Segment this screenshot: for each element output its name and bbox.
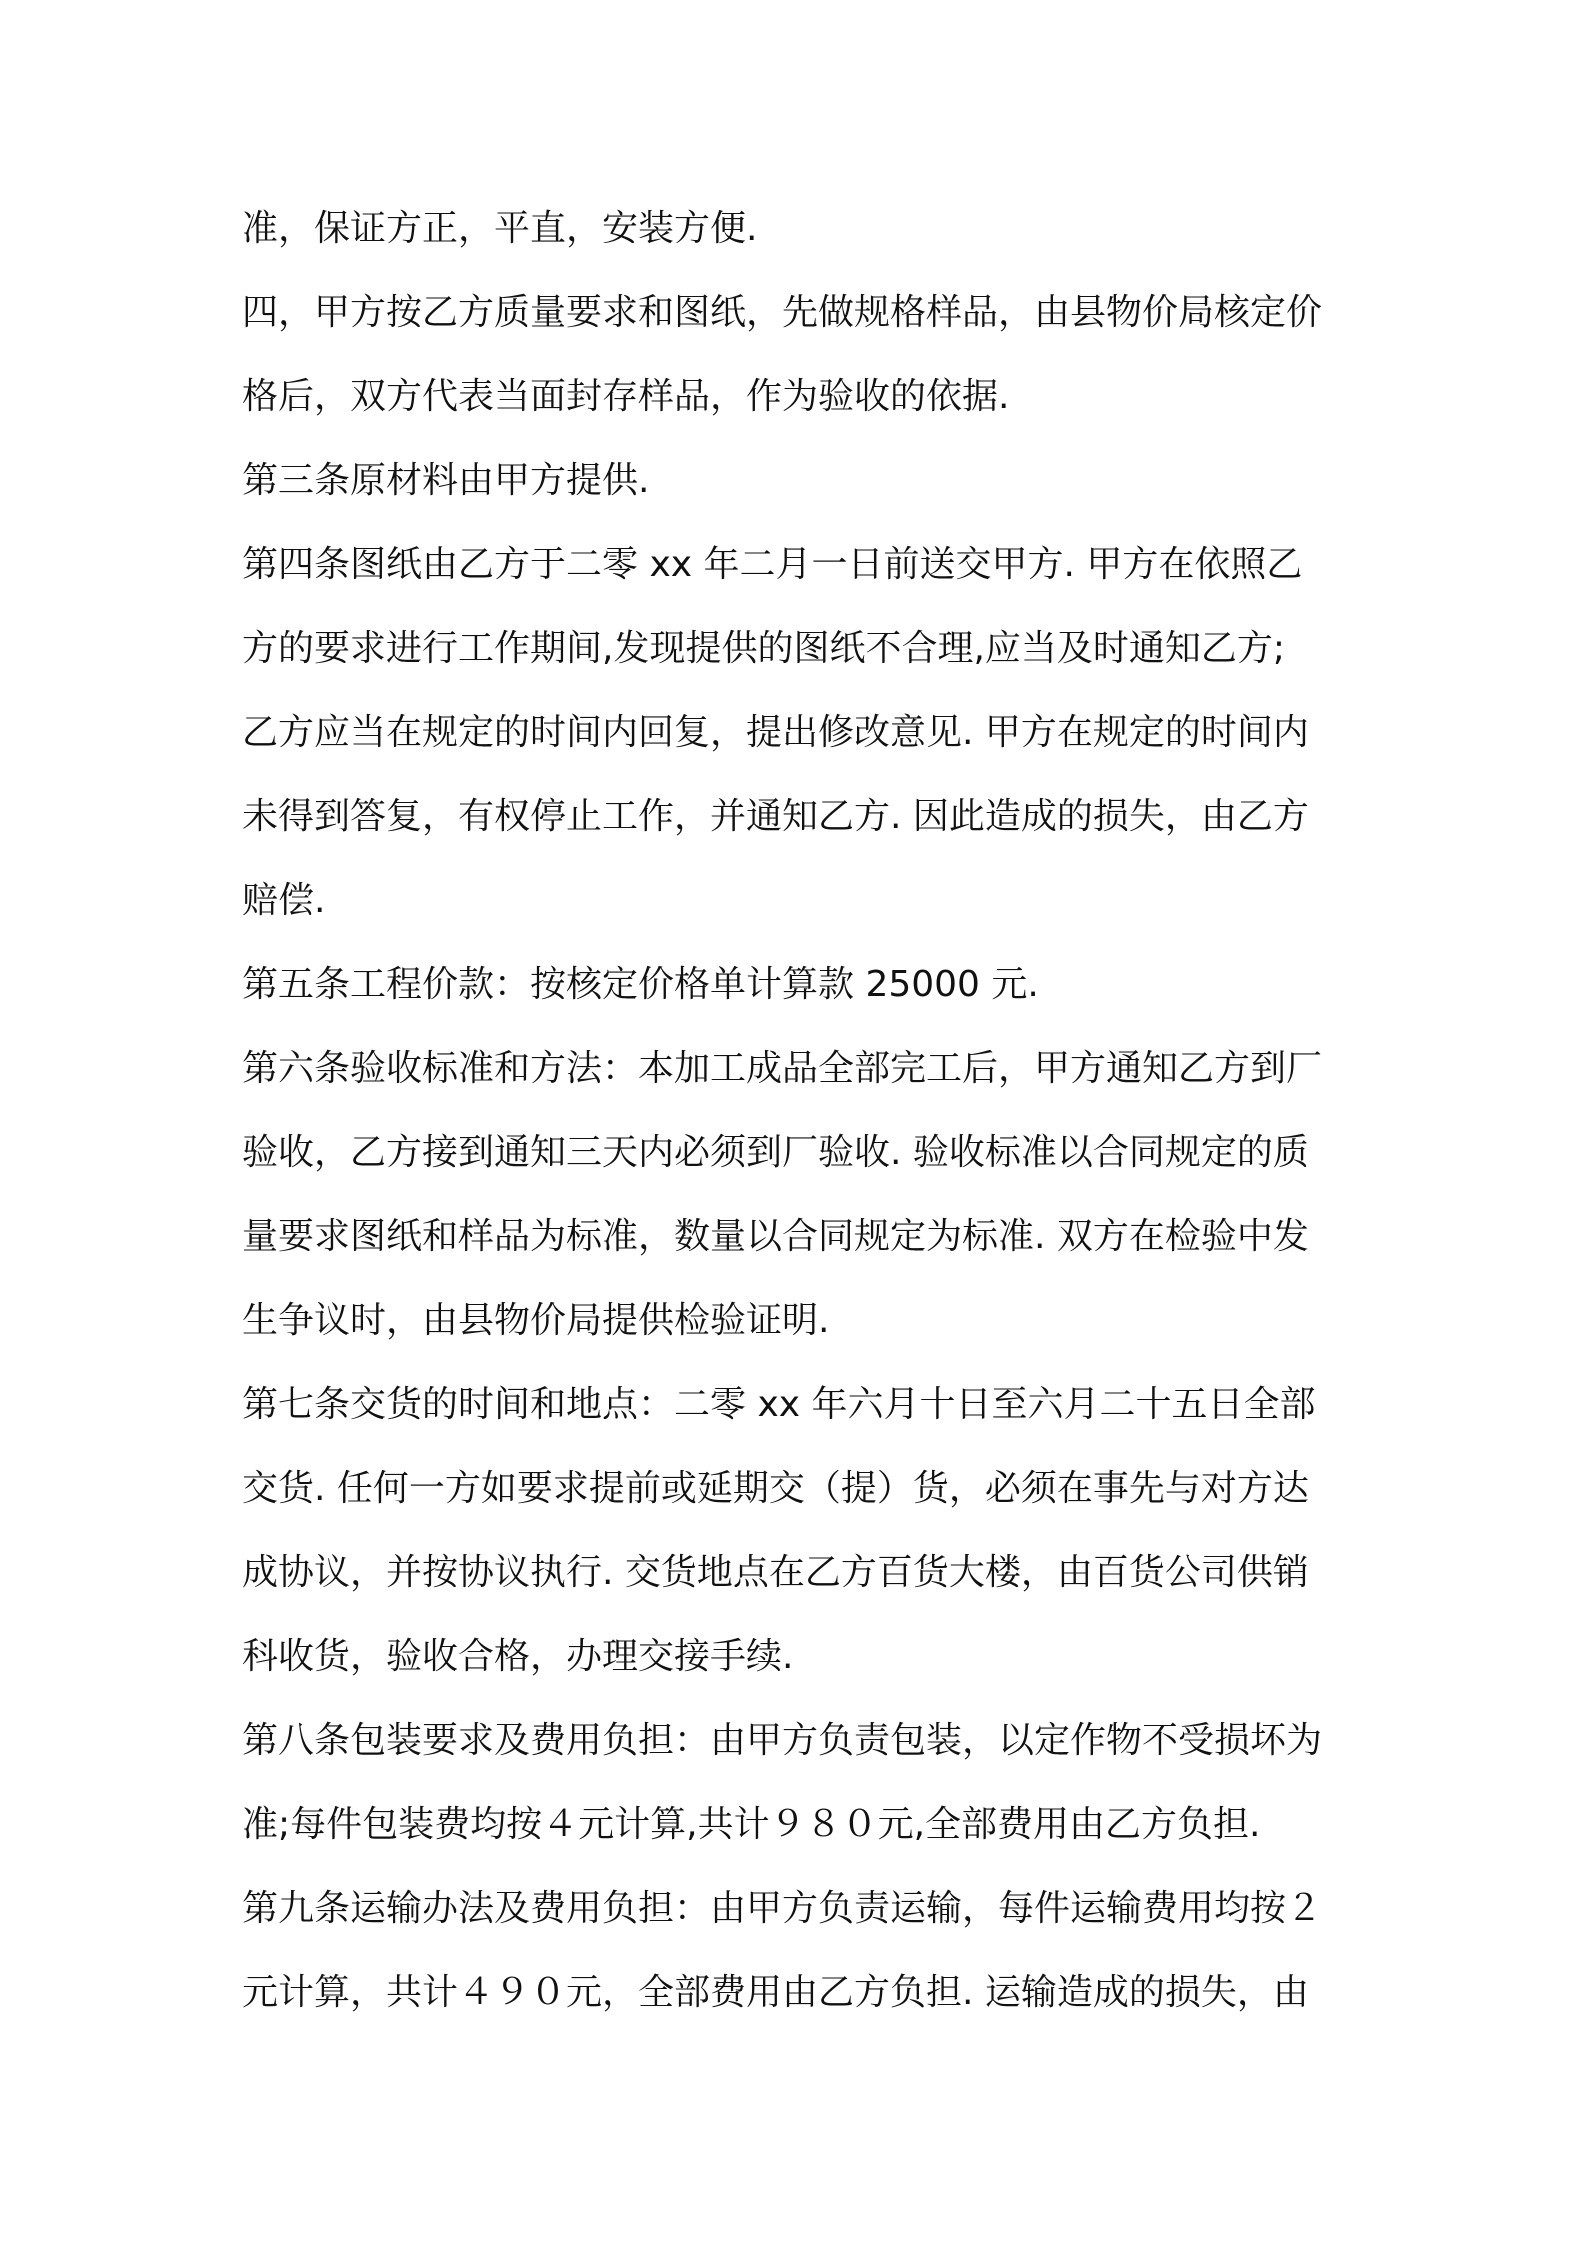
text-line: 第四条图纸由乙方于二零 xx 年二月一日前送交甲方. 甲方在依照乙 xyxy=(242,544,1303,585)
text-line: 第九条运输办法及费用负担：由甲方负责运输，每件运输费用均按２ xyxy=(242,1888,1323,1929)
text-line: 准，保证方正，平直，安装方便. xyxy=(242,208,758,249)
text-line: 第三条原材料由甲方提供. xyxy=(242,460,650,501)
text-line: 第五条工程价款：按核定价格单计算款 25000 元. xyxy=(242,964,1039,1005)
text-line: 成协议，并按协议执行. 交货地点在乙方百货大楼，由百货公司供销 xyxy=(242,1552,1309,1593)
text-line: 格后，双方代表当面封存样品，作为验收的依据. xyxy=(242,376,1010,417)
text-line: 交货. 任何一方如要求提前或延期交（提）货，必须在事先与对方达 xyxy=(242,1468,1309,1509)
text-line: 科收货，验收合格，办理交接手续. xyxy=(242,1636,794,1677)
text-line: 四，甲方按乙方质量要求和图纸，先做规格样品，由县物价局核定价 xyxy=(242,292,1323,333)
text-line: 第八条包装要求及费用负担：由甲方负责包装，以定作物不受损坏为 xyxy=(242,1720,1323,1761)
text-line: 第六条验收标准和方法：本加工成品全部完工后，甲方通知乙方到厂 xyxy=(242,1048,1323,1089)
text-line: 方的要求进行工作期间,发现提供的图纸不合理,应当及时通知乙方; xyxy=(242,628,1286,669)
text-line: 第七条交货的时间和地点：二零 xx 年六月十日至六月二十五日全部 xyxy=(242,1384,1316,1425)
text-line: 赔偿. xyxy=(242,880,326,921)
text-line: 乙方应当在规定的时间内回复，提出修改意见. 甲方在规定的时间内 xyxy=(242,712,1309,753)
text-line: 量要求图纸和样品为标准，数量以合同规定为标准. 双方在检验中发 xyxy=(242,1216,1309,1257)
text-line: 生争议时，由县物价局提供检验证明. xyxy=(242,1300,830,1341)
text-line: 验收，乙方接到通知三天内必须到厂验收. 验收标准以合同规定的质 xyxy=(242,1132,1309,1173)
text-line: 未得到答复，有权停止工作，并通知乙方. 因此造成的损失，由乙方 xyxy=(242,796,1309,837)
text-line: 准;每件包装费均按４元计算,共计９８０元,全部费用由乙方负担. xyxy=(242,1804,1261,1845)
text-line: 元计算，共计４９０元，全部费用由乙方负担. 运输造成的损失，由 xyxy=(242,1972,1309,2013)
